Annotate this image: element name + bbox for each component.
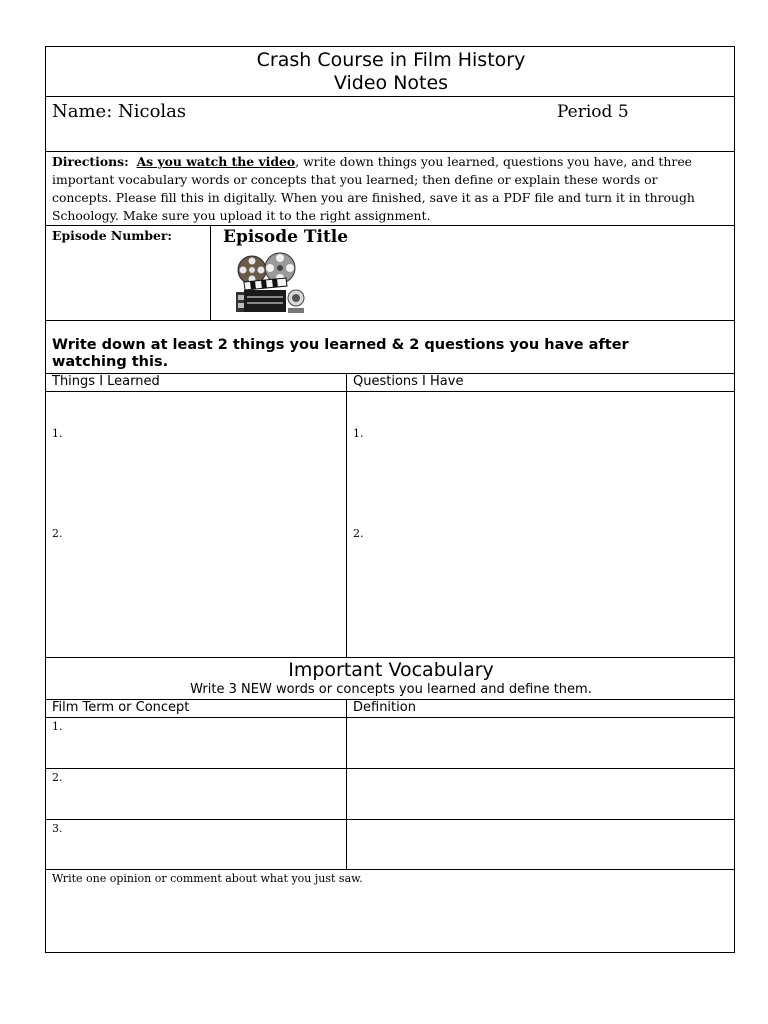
directions-label: Directions: xyxy=(52,154,129,169)
directions-text xyxy=(52,153,728,225)
episode-divider xyxy=(210,226,211,321)
vocab-row xyxy=(45,768,735,819)
film-reel-clapperboard-icon xyxy=(230,252,310,316)
vocab-header-row xyxy=(45,699,735,717)
vocab-row-divider xyxy=(346,718,347,769)
opinion-prompt[interactable]: Write one opinion or comment about what you just saw. xyxy=(52,872,363,885)
vocab-subheading: Write 3 NEW words or concepts you learned and define them. xyxy=(190,682,592,697)
col-divider xyxy=(346,374,347,392)
col-definition: Definition xyxy=(353,700,416,715)
page-title: Crash Course in Film History xyxy=(256,49,526,71)
vocab-term-2[interactable]: 2. xyxy=(52,771,63,784)
directions-line2: important vocabulary words or concepts that you learned; then define or explain these words or xyxy=(52,172,658,187)
vocab-heading-row xyxy=(45,657,735,699)
col-things-learned: Things I Learned xyxy=(52,374,160,389)
learned-instruction-line1: Write down at least 2 things you learned & 2 questions you have after xyxy=(52,337,629,353)
learned-instruction-row xyxy=(45,320,735,373)
col-film-term: Film Term or Concept xyxy=(52,700,190,715)
episode-number-label: Episode Number: xyxy=(52,228,173,243)
directions-emphasis: As you watch the video xyxy=(136,154,296,169)
vocab-row xyxy=(45,717,735,768)
episode-title-label[interactable]: Episode Title xyxy=(223,227,349,247)
vocab-heading: Important Vocabulary xyxy=(288,659,494,681)
learned-body-row xyxy=(45,391,735,657)
name-row xyxy=(45,96,735,151)
learned-header-row xyxy=(45,373,735,391)
vocab-term-3[interactable]: 3. xyxy=(52,822,63,835)
vocab-row-divider xyxy=(346,820,347,870)
directions-line4: Schoology. Make sure you upload it to the right assignment. xyxy=(52,208,431,223)
vocab-row-divider xyxy=(346,769,347,820)
question-item-1[interactable]: 1. xyxy=(353,427,364,440)
directions-line1: , write down things you learned, questions you have, and three xyxy=(295,154,692,169)
learned-item-1[interactable]: 1. xyxy=(52,427,63,440)
opinion-row xyxy=(45,869,735,953)
learned-instruction-line2: watching this. xyxy=(52,354,169,370)
question-item-2[interactable]: 2. xyxy=(353,527,364,540)
class-period[interactable]: Period 5 xyxy=(557,102,629,122)
vocab-col-divider xyxy=(346,700,347,718)
learned-item-2[interactable]: 2. xyxy=(52,527,63,540)
directions-row xyxy=(45,151,735,225)
body-divider xyxy=(346,392,347,658)
page-subtitle: Video Notes xyxy=(333,72,449,94)
col-questions: Questions I Have xyxy=(353,374,464,389)
header-row xyxy=(45,46,735,96)
vocab-row xyxy=(45,819,735,869)
vocab-term-1[interactable]: 1. xyxy=(52,720,63,733)
directions-line3: concepts. Please fill this in digitally. When you are finished, save it as a PDF file and turn it in through xyxy=(52,190,695,205)
student-name[interactable]: Name: Nicolas xyxy=(52,101,187,122)
episode-row xyxy=(45,225,735,320)
